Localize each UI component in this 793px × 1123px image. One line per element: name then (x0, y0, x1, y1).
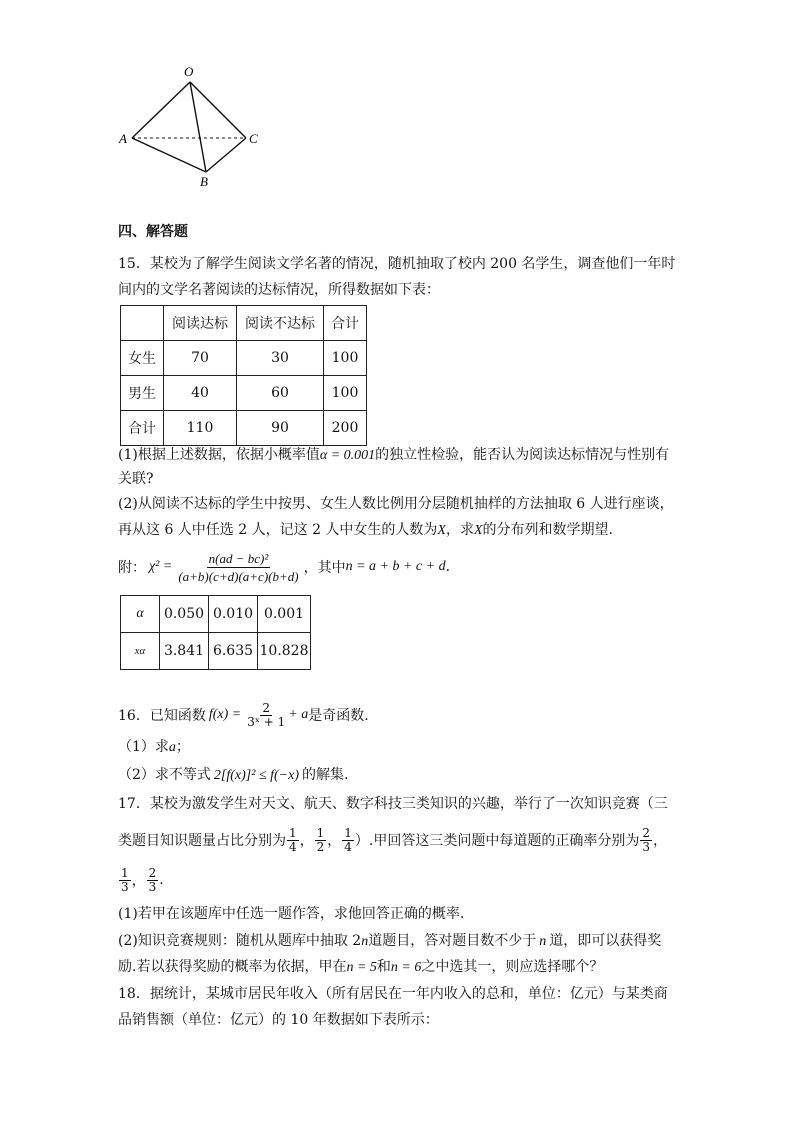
frac-den: 3 (148, 879, 157, 894)
q15-cell: 100 (324, 376, 367, 411)
q15-part1-c: 关联? (118, 471, 154, 487)
q16-stem (118, 698, 369, 732)
q17-frac-p2 (315, 827, 327, 854)
q16-plus-a: + a (288, 707, 309, 722)
q17-and: 和 (376, 959, 391, 975)
q15-part1 (118, 442, 678, 469)
q16-part2-a: （2）求不等式 (118, 767, 211, 783)
q17-part2-b: 道题目，答对题目数不少于 (368, 933, 537, 949)
q15-cell: 60 (237, 376, 324, 411)
q15-var-X: X (437, 523, 446, 538)
frac-num: 1 (289, 825, 297, 840)
q15-part1-a: (1)根据上述数据，依据小概率值 (118, 447, 320, 463)
q15-formula (118, 546, 450, 588)
q15-var-X2: X (473, 523, 483, 538)
q15-part2-line2 (118, 517, 678, 544)
q17-frac-r2 (119, 867, 131, 894)
frac-num: 1 (344, 825, 352, 840)
q16-part1-b: ； (175, 739, 190, 755)
q16-ineq: 2[f(x)]² ≤ f(−x) (213, 768, 300, 783)
q15-part2-a: (2)从阅读不达标的学生中按男、女生人数比例用分层随机抽样的方法抽取 6 人进行座谈， (118, 496, 674, 512)
q16-part2 (118, 762, 678, 789)
formula-denominator: (a+b)(c+d)(a+c)(b+d) (178, 568, 299, 584)
q15-crit-table (120, 595, 311, 670)
q16-stem-a: 16．已知函数 (118, 708, 206, 724)
q15-line2: 间内的文学名著阅读的达标情况，所得数据如下表： (118, 282, 440, 298)
q16-var-a: a (168, 740, 176, 755)
crit-cell: 3.841 (160, 633, 209, 670)
crit-cell: 6.635 (209, 633, 258, 670)
q15-th-0 (121, 306, 164, 341)
q15-cell: 女生 (121, 341, 164, 376)
label-O: O (184, 64, 194, 79)
q15-part2-d: 的分布列和数学期望. (482, 522, 613, 538)
q17-frac-r3 (147, 867, 159, 894)
q15-cell: 合计 (121, 411, 164, 446)
q16-part2-b: 的解集. (302, 767, 349, 783)
q15-cell: 90 (237, 411, 324, 446)
formula-fraction (176, 550, 300, 585)
frac-num: 1 (121, 865, 129, 880)
q15-cell: 男生 (121, 376, 164, 411)
q17-comma: ， (653, 833, 668, 849)
q15-line1: 15．某校为了解学生阅读文学名著的情况，随机抽取了校内 200 名学生，调查他们一年时 (118, 256, 676, 272)
frac-num: 2 (148, 865, 157, 880)
edge-CB (206, 138, 246, 172)
frac-num: 1 (316, 825, 325, 840)
q18-line2: 品销售额（单位：亿元）的 10 年数据如下表所示： (118, 1012, 439, 1028)
q17-frac-p3 (342, 827, 354, 854)
q16-part1 (118, 734, 678, 761)
q17-part2-a: (2)知识竞赛规则：随机从题库中抽取 2 (118, 933, 362, 949)
frac-den: 4 (344, 839, 352, 854)
q18-line1: 18．据统计，某城市居民年收入（所有居民在一年内收入的总和，单位：亿元）与某类商 (118, 986, 668, 1002)
label-B: B (200, 174, 208, 189)
q17-n5: n = 5 (346, 960, 377, 975)
q16-stem-b: 是奇函数. (308, 708, 369, 724)
q15-alpha: α = 0.001 (319, 448, 376, 463)
q16-f: f(x) = (208, 707, 242, 722)
q17-var-n2: n (539, 934, 547, 949)
label-C: C (249, 131, 258, 146)
crit-cell: 0.050 (160, 596, 209, 633)
formula-numerator: n(ad − bc)² (208, 550, 269, 566)
q15-cell: 200 (324, 411, 367, 446)
frac-den: 2 (316, 839, 325, 854)
crit-cell: 0.001 (258, 596, 311, 633)
formula-lhs: χ² = (149, 559, 173, 574)
q17-part2-d: 励.若以获得奖励的概率为依据，甲在 (118, 959, 347, 975)
q15-part1-b: 的独立性检验，能否认为阅读达标情况与性别有 (375, 447, 670, 463)
q15-table (120, 305, 367, 446)
frac-num: 2 (642, 825, 651, 840)
q15-cell: 30 (237, 341, 324, 376)
q15-th-3: 合计 (324, 306, 367, 341)
q17-line1: 17．某校为激发学生对天文、航天、数字科技三类知识的兴趣，举行了一次知识竞赛（三 (118, 796, 668, 812)
q17-period: . (159, 872, 164, 888)
formula-prefix: 附： (118, 560, 146, 576)
q17-part2-c: 道，即可以获得奖 (549, 933, 662, 949)
tetrahedron-diagram (112, 62, 272, 192)
q15-cell: 70 (164, 341, 237, 376)
crit-cell: 0.010 (209, 596, 258, 633)
formula-n: n = a + b + c + d (345, 559, 446, 574)
q17-part2-line2 (118, 954, 678, 981)
formula-end: . (445, 559, 451, 575)
q17-n6: n = 6 (390, 960, 422, 975)
q16-part1-a: （1）求 (118, 739, 169, 755)
q15-cell: 40 (164, 376, 237, 411)
q15-cell: 110 (164, 411, 237, 446)
q16-fraction (245, 702, 287, 729)
edge-AB (132, 138, 206, 172)
q17-line2-b: ）.甲回答这三类问题中每道题的正确率分别为 (354, 833, 640, 849)
q17-comma: ， (299, 833, 314, 849)
crit-cell: 10.828 (258, 633, 311, 670)
label-A: A (119, 131, 127, 146)
q16-frac-den: 3ˣ + 1 (247, 714, 286, 729)
q15-part2-c: ，求 (445, 522, 474, 538)
edge-OA (132, 82, 190, 138)
q15-part2-b: 再从这 6 人中任选 2 人，记这 2 人中女生的人数为 (118, 522, 438, 538)
q17-line2-a: 类题目知识题量占比分别为 (118, 833, 286, 849)
q17-comma: ， (131, 873, 146, 889)
formula-suffix: ，其中 (303, 560, 346, 576)
q15-th-1: 阅读达标 (164, 306, 237, 341)
q15-th-2: 阅读不达标 (237, 306, 324, 341)
frac-den: 4 (289, 839, 297, 854)
section-title: 四、解答题 (118, 224, 188, 240)
q17-var-n: n (361, 934, 369, 949)
q17-part2-line1 (118, 928, 678, 955)
q17-frac-p1 (287, 827, 299, 854)
q17-comma: ， (327, 833, 342, 849)
frac-den: 3 (121, 879, 129, 894)
q17-frac-r1 (640, 827, 652, 854)
crit-cell: α (121, 596, 160, 633)
q17-part2-e: 之中选其一，则应选择哪个？ (421, 959, 604, 975)
q17-line3 (118, 862, 164, 898)
frac-den: 3 (642, 839, 651, 854)
q15-cell: 100 (324, 341, 367, 376)
q16-frac-num: 2 (262, 700, 271, 715)
crit-cell: xα (121, 633, 160, 670)
q17-line2 (118, 822, 667, 858)
q17-part1: (1)若甲在该题库中任选一题作答，求他回答正确的概率. (118, 906, 465, 922)
